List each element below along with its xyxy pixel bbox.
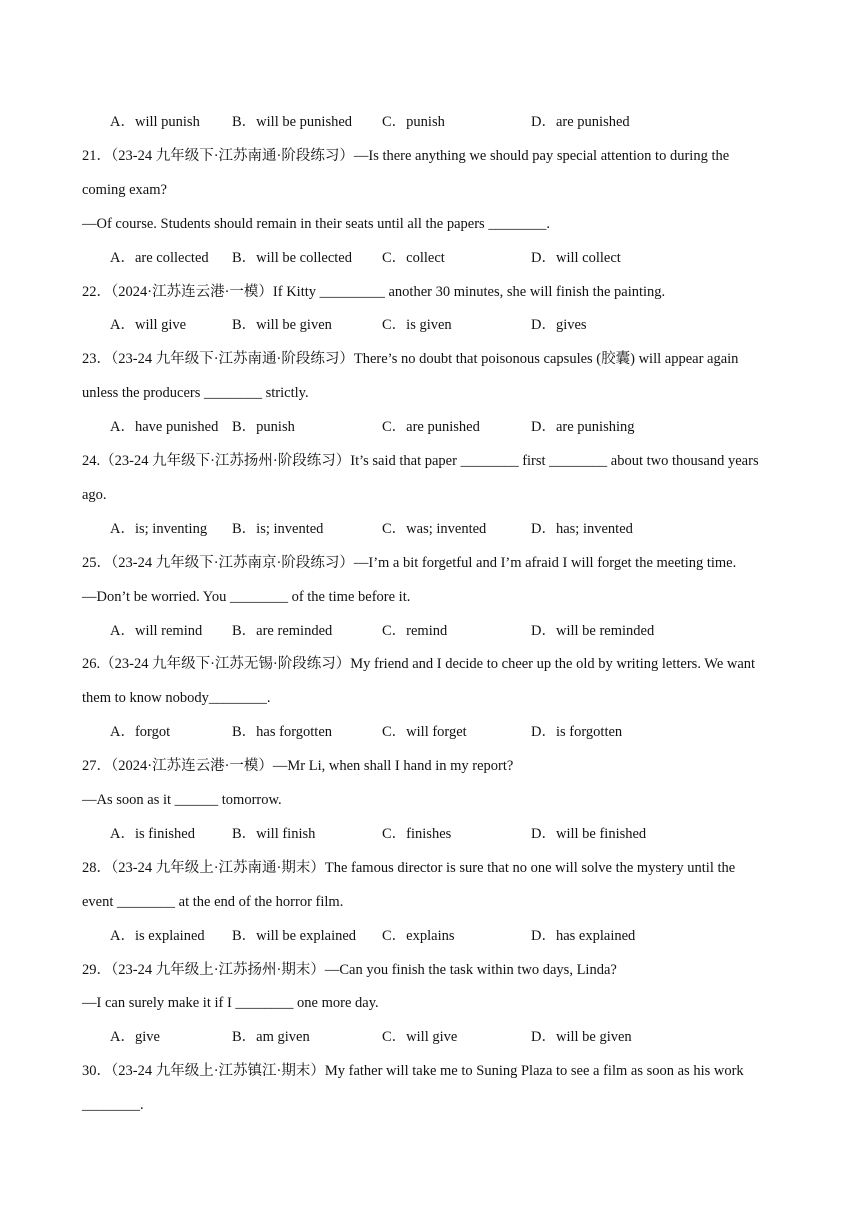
q23-options [110, 418, 790, 436]
option-a: A．is explained [110, 927, 205, 944]
q22-options [110, 316, 790, 334]
option-c: C．will forget [382, 724, 467, 741]
option-a: A．give [110, 1029, 160, 1046]
q28-options [110, 927, 790, 945]
q29-line-2: —I can surely make it if I ________ one more day. [82, 995, 379, 1012]
option-c: C．are punished [382, 419, 480, 436]
option-b: B．will be collected [232, 249, 352, 266]
option-d: D．will collect [531, 249, 621, 266]
q21-line-2: coming exam? [82, 181, 167, 198]
q27-options [110, 825, 790, 843]
option-b: B．will be explained [232, 927, 357, 944]
q21-line-3: —Of course. Students should remain in their seats until all the papers ________. [82, 215, 550, 232]
option-b: B．are reminded [232, 622, 333, 639]
option-b: B．will be punished [232, 114, 353, 130]
option-b: B．has forgotten [232, 724, 333, 741]
option-c: C．is given [382, 317, 452, 334]
option-a: A．forgot [110, 724, 171, 741]
q25-options [110, 622, 790, 640]
q28-line-1: 28．（23-24 九年级上·江苏南通·期末）The famous director is sure that no one will solve the mystery until the [82, 859, 736, 876]
option-b: B．is; invented [232, 520, 324, 537]
option-d: D．gives [531, 317, 587, 334]
q24-line-1: 24.（23-24 九年级下·江苏扬州·阶段练习）It’s said that paper ________ first ________ about two thousand years [82, 453, 759, 469]
option-c: C．finishes [382, 825, 452, 842]
q29-line-1: 29．（23-24 九年级上·江苏扬州·期末）—Can you finish the task within two days, Linda? [82, 961, 617, 978]
q26-line-1: 26.（23-24 九年级下·江苏无锡·阶段练习）My friend and I decide to cheer up the old by writing letters. We want [82, 656, 756, 673]
q24-line-2: ago. [82, 486, 107, 503]
q25-line-1: 25．（23-24 九年级下·江苏南京·阶段练习）—I’m a bit forgetful and I’m afraid I will forget the meeting time. [82, 554, 737, 571]
option-d: D．will be given [531, 1029, 632, 1046]
option-a: A．will give [110, 317, 187, 334]
option-c: C．will give [382, 1029, 458, 1046]
option-d: D．are punishing [531, 419, 635, 436]
option-b: B．will finish [232, 825, 316, 842]
q26-options [110, 723, 790, 741]
option-a: A．will remind [110, 622, 203, 639]
option-d: D．are punished [531, 114, 630, 130]
option-b: B．am given [232, 1029, 310, 1046]
q27-line-1: 27．（2024·江苏连云港·一模）—Mr Li, when shall I hand in my report? [82, 758, 514, 775]
option-a: A．is finished [110, 825, 195, 842]
option-b: B．will be given [232, 317, 332, 334]
q21-options [110, 249, 790, 267]
q25-line-2: —Don’t be worried. You ________ of the time before it. [82, 588, 411, 605]
q30-line-1: 30．（23-24 九年级上·江苏镇江·期末）My father will take me to Suning Plaza to see a film as soon as his work [82, 1063, 744, 1080]
option-c: C．remind [382, 622, 448, 639]
q21-line-1: 21．（23-24 九年级下·江苏南通·阶段练习）—Is there anything we should pay special attention to during the [82, 147, 730, 164]
option-c: C．punish [382, 114, 445, 130]
q24-options [110, 520, 790, 538]
q26-line-2: them to know nobody________. [82, 690, 271, 707]
option-a: A．have punished [110, 419, 219, 436]
option-a: A．will punish [110, 114, 200, 130]
q30-line-2: ________. [82, 1097, 144, 1114]
q23-line-2: unless the producers ________ strictly. [82, 385, 309, 402]
option-b: B．punish [232, 419, 295, 436]
option-d: D．will be reminded [531, 622, 655, 639]
option-a: A．is; inventing [110, 520, 208, 537]
option-d: D．has; invented [531, 520, 633, 537]
option-c: C．was; invented [382, 520, 487, 537]
q23-line-1: 23．（23-24 九年级下·江苏南通·阶段练习）There’s no doubt that poisonous capsules (胶囊) will appear again [82, 351, 739, 368]
q28-line-2: event ________ at the end of the horror film. [82, 893, 344, 910]
option-c: C．collect [382, 249, 445, 266]
option-d: D．has explained [531, 927, 636, 944]
option-d: D．is forgotten [531, 724, 623, 741]
q29-options [110, 1028, 790, 1046]
option-c: C．explains [382, 927, 455, 944]
option-a: A．are collected [110, 249, 209, 266]
option-d: D．will be finished [531, 825, 647, 842]
q22-line-1: 22．（2024·江苏连云港·一模）If Kitty _________ another 30 minutes, she will finish the painting. [82, 283, 666, 300]
q20-options [110, 113, 790, 131]
q27-line-2: —As soon as it ______ tomorrow. [82, 792, 282, 808]
